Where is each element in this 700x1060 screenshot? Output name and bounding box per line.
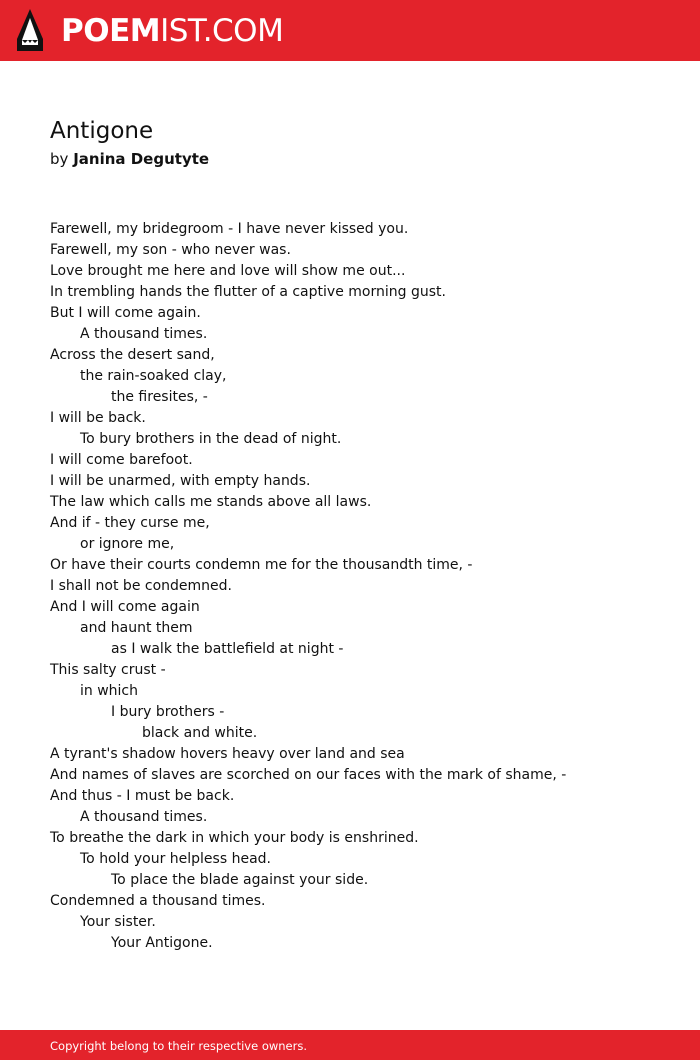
poem-line: And names of slaves are scorched on our faces with the mark of shame, - [50, 767, 567, 783]
poem-title: Antigone [50, 118, 154, 144]
site-logo[interactable] [61, 12, 283, 50]
poem-line: I bury brothers - [111, 704, 225, 720]
poem-line: Your sister. [80, 914, 156, 930]
logo-bold-text: POEM [61, 13, 161, 49]
poem-line: This salty crust - [50, 662, 166, 678]
by-label: by [50, 150, 69, 168]
poem-line: I will come barefoot. [50, 452, 193, 468]
poem-line: A tyrant's shadow hovers heavy over land and sea [50, 746, 405, 762]
poem-body [50, 219, 670, 954]
poem-line: To breathe the dark in which your body is enshrined. [50, 830, 419, 846]
poem-line: I shall not be condemned. [50, 578, 232, 594]
poem-line: black and white. [142, 725, 258, 741]
poem-line: And I will come again [50, 599, 200, 615]
poem-line: A thousand times. [80, 809, 208, 825]
poem-line: And if - they curse me, [50, 515, 210, 531]
poem-line: I will be back. [50, 410, 146, 426]
poem-line: Farewell, my bridegroom - I have never kissed you. [50, 221, 409, 237]
poem-line: Your Antigone. [111, 935, 213, 951]
poem-line: And thus - I must be back. [50, 788, 235, 804]
poem-line: In trembling hands the flutter of a captive morning gust. [50, 284, 446, 300]
poem-line: or ignore me, [80, 536, 175, 552]
poem-line: Across the desert sand, [50, 347, 215, 363]
author-name[interactable]: Janina Degutyte [73, 150, 210, 168]
poem-line: and haunt them [80, 620, 193, 636]
poem-line: the firesites, - [111, 389, 208, 405]
poem-line: Farewell, my son - who never was. [50, 242, 291, 258]
poem-line: A thousand times. [80, 326, 208, 342]
logo-light-text: IST.COM [160, 13, 284, 49]
poem-line: in which [80, 683, 138, 699]
site-footer [0, 1030, 700, 1060]
poem-line: To bury brothers in the dead of night. [80, 431, 342, 447]
poem-line: Love brought me here and love will show me out... [50, 263, 406, 279]
poem-byline [50, 149, 209, 169]
copyright-text: Copyright belong to their respective owners. [50, 1039, 308, 1053]
poem-line: as I walk the battlefield at night - [111, 641, 344, 657]
poem-line: The law which calls me stands above all laws. [50, 494, 372, 510]
poem-line: To place the blade against your side. [111, 872, 369, 888]
pencil-icon[interactable] [17, 9, 43, 51]
poem-line: I will be unarmed, with empty hands. [50, 473, 311, 489]
poem-line: Condemned a thousand times. [50, 893, 266, 909]
poem-line: To hold your helpless head. [80, 851, 271, 867]
poem-line: But I will come again. [50, 305, 201, 321]
poem-line: the rain-soaked clay, [80, 368, 227, 384]
poem-line: Or have their courts condemn me for the thousandth time, - [50, 557, 473, 573]
site-header [0, 0, 700, 61]
